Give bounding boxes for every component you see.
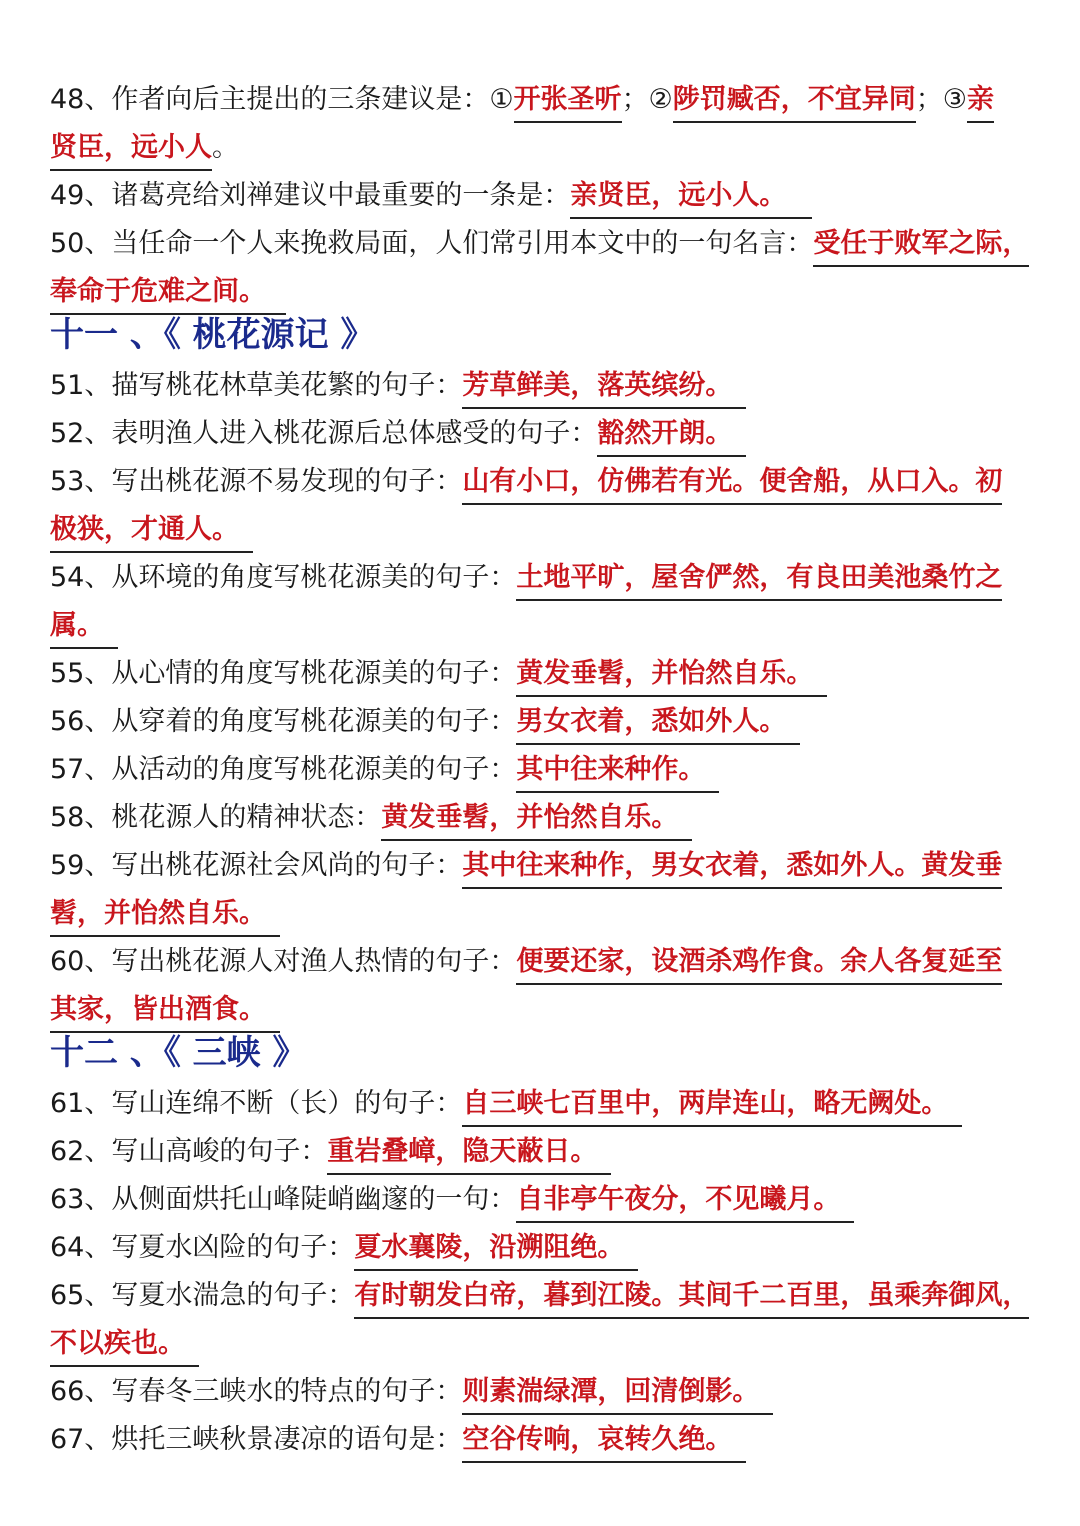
item-48-separator-1: ；② [621, 84, 673, 115]
item-58-answer: 黄发垂髫，并怡然自乐。 [381, 798, 692, 841]
item-48 [50, 76, 1040, 124]
item-55-answer: 黄发垂髫，并怡然自乐。 [516, 654, 827, 697]
item-60-line-2 [50, 986, 1040, 1034]
item-53-answer-part1: 山有小口，仿佛若有光。便舍船，从口入。初 [462, 462, 1002, 505]
item-59-prompt: 59、写出桃花源社会风尚的句子： [50, 850, 463, 881]
item-56-prompt: 56、从穿着的角度写桃花源美的句子： [50, 706, 517, 737]
item-63-answer: 自非亭午夜分，不见曦月。 [516, 1180, 854, 1223]
item-60-answer-part2: 其家，皆出酒食。 [50, 990, 280, 1033]
item-64-prompt: 64、写夏水凶险的句子： [50, 1232, 355, 1263]
item-52-prompt: 52、表明渔人进入桃花源后总体感受的句子： [50, 418, 598, 449]
item-50-line-2 [50, 268, 1040, 316]
item-48-separator-2: ；③ [915, 84, 967, 115]
item-60 [50, 938, 1040, 986]
item-48-answer-3-part2: 贤臣，远小人 [50, 128, 212, 171]
item-50 [50, 220, 1040, 268]
item-49 [50, 172, 1040, 220]
item-48-end: 。 [212, 132, 239, 163]
item-54-prompt: 54、从环境的角度写桃花源美的句子： [50, 562, 517, 593]
item-58 [50, 794, 1040, 842]
item-58-prompt: 58、桃花源人的精神状态： [50, 802, 382, 833]
item-51 [50, 362, 1040, 410]
item-66 [50, 1368, 1040, 1416]
item-65-prompt: 65、写夏水湍急的句子： [50, 1280, 355, 1311]
item-64 [50, 1224, 1040, 1272]
item-48-prompt: 48、作者向后主提出的三条建议是：① [50, 84, 514, 115]
item-48-answer-2: 陟罚臧否，不宜异同 [673, 80, 916, 123]
item-57 [50, 746, 1040, 794]
item-56 [50, 698, 1040, 746]
item-53-prompt: 53、写出桃花源不易发现的句子： [50, 466, 463, 497]
section-heading-11: 十一 、《 桃花源记 》 [50, 315, 375, 355]
item-67-answer: 空谷传响，哀转久绝。 [462, 1420, 746, 1463]
item-51-prompt: 51、描写桃花林草美花繁的句子： [50, 370, 463, 401]
item-49-answer: 亲贤臣，远小人。 [570, 176, 812, 219]
item-65-answer-part1: 有时朝发白帝，暮到江陵。其间千二百里，虽乘奔御风， [354, 1276, 1029, 1319]
item-61-prompt: 61、写山连绵不断（长）的句子： [50, 1088, 463, 1119]
item-53-line-2 [50, 506, 1040, 554]
item-49-prompt: 49、诸葛亮给刘禅建议中最重要的一条是： [50, 180, 571, 211]
item-65-answer-part2: 不以疾也。 [50, 1324, 199, 1367]
item-53-answer-part2: 极狭，才通人。 [50, 510, 253, 553]
item-62-answer: 重岩叠嶂，隐天蔽日。 [327, 1132, 611, 1175]
item-66-answer: 则素湍绿潭，回清倒影。 [462, 1372, 773, 1415]
item-57-prompt: 57、从活动的角度写桃花源美的句子： [50, 754, 517, 785]
item-54 [50, 554, 1040, 602]
item-62 [50, 1128, 1040, 1176]
item-60-answer-part1: 便要还家，设酒杀鸡作食。余人各复延至 [516, 942, 1002, 985]
item-48-answer-1: 开张圣听 [514, 80, 622, 123]
item-59-answer-part1: 其中往来种作，男女衣着，悉如外人。黄发垂 [462, 846, 1002, 889]
item-63-prompt: 63、从侧面烘托山峰陡峭幽邃的一句： [50, 1184, 517, 1215]
item-51-answer: 芳草鲜美，落英缤纷。 [462, 366, 746, 409]
item-53 [50, 458, 1040, 506]
item-67-prompt: 67、烘托三峡秋景凄凉的语句是： [50, 1424, 463, 1455]
item-59 [50, 842, 1040, 890]
item-56-answer: 男女衣着，悉如外人。 [516, 702, 800, 745]
item-67 [50, 1416, 1040, 1464]
item-60-prompt: 60、写出桃花源人对渔人热情的句子： [50, 946, 517, 977]
item-61 [50, 1080, 1040, 1128]
item-65 [50, 1272, 1040, 1320]
item-64-answer: 夏水襄陵，沿溯阻绝。 [354, 1228, 638, 1271]
item-65-line-2 [50, 1320, 1040, 1368]
item-50-answer-part1: 受任于败军之际， [813, 224, 1029, 267]
item-48-answer-3-part1: 亲 [967, 80, 994, 123]
item-54-line-2 [50, 602, 1040, 650]
item-61-answer: 自三峡七百里中，两岸连山，略无阙处。 [462, 1084, 962, 1127]
item-52-answer: 豁然开朗。 [597, 414, 746, 457]
item-55-prompt: 55、从心情的角度写桃花源美的句子： [50, 658, 517, 689]
item-48-line-2 [50, 124, 1040, 172]
item-63 [50, 1176, 1040, 1224]
item-55 [50, 650, 1040, 698]
item-59-line-2 [50, 890, 1040, 938]
item-50-answer-part2: 奉命于危难之间。 [50, 272, 286, 315]
item-54-answer-part1: 土地平旷，屋舍俨然，有良田美池桑竹之 [516, 558, 1002, 601]
item-52 [50, 410, 1040, 458]
item-57-answer: 其中往来种作。 [516, 750, 719, 793]
item-62-prompt: 62、写山高峻的句子： [50, 1136, 328, 1167]
item-66-prompt: 66、写春冬三峡水的特点的句子： [50, 1376, 463, 1407]
item-54-answer-part2: 属。 [50, 606, 118, 649]
item-59-answer-part2: 髫，并怡然自乐。 [50, 894, 280, 937]
item-50-prompt: 50、当任命一个人来挽救局面，人们常引用本文中的一句名言： [50, 228, 814, 259]
section-heading-12: 十二 、《 三峡 》 [50, 1033, 307, 1073]
